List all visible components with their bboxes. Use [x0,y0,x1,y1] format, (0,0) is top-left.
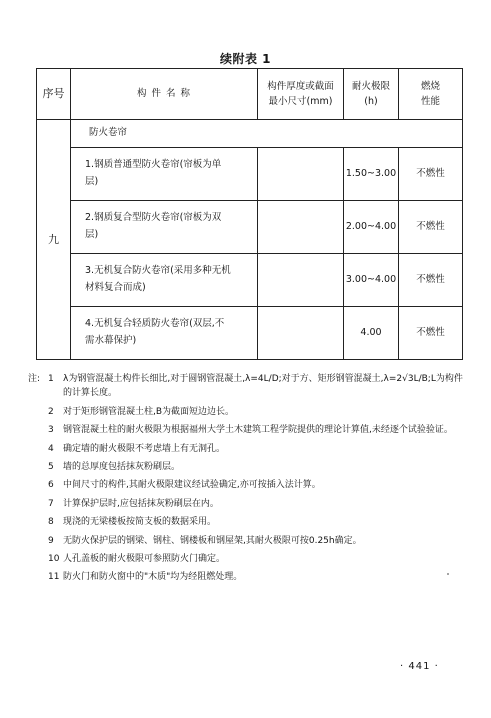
note-text: 对于矩形钢管混凝土柱,B为截面短边边长。 [63,406,235,417]
item-thickness [258,307,344,360]
item-name [71,148,258,201]
note-number: 7 [48,498,54,509]
item-class: 不燃性 [399,148,463,201]
note-text: 钢管混凝土柱的耐火极限为根据福州大学土木建筑工程学院提供的理论计算值,未经逐个试验验证。 [63,425,453,436]
note-text: λ为钢管混凝土构件长细比,对于圆钢管混凝土,λ=4L/D;对于方、矩形钢管混凝土,λ=2√3L/B;L为构件的计算长度。 [63,374,463,399]
item-name-line2: 需水幕保护) [85,335,137,346]
note-number: 1 [48,374,54,384]
note-text: 中间尺寸的构件,其耐火极限建议经试验确定,亦可按插入法计算。 [63,480,321,491]
header-class-line2: 性能 [420,96,440,107]
note-item [28,478,468,492]
item-name [71,307,258,360]
note-item [28,423,468,437]
group-number: 九 [37,120,71,360]
item-thickness [258,254,344,307]
header-class-line1: 燃烧 [420,80,440,92]
header-thickness-line1: 构件厚度或截面 [267,80,334,92]
note-item [28,534,468,548]
scan-speck [447,573,449,575]
table-row [37,201,463,254]
table-row [37,120,463,148]
note-number: 9 [48,535,54,546]
header-seq: 序号 [37,69,71,120]
note-text: 无防火保护层的钢梁、钢柱、钢楼板和钢屋架,其耐火极限可按0.25h确定。 [63,535,362,546]
item-name [71,201,258,254]
note-item [28,570,468,584]
item-name-line1: 3.无机复合防火卷帘(采用多种无机 [85,265,231,277]
note-number: 6 [48,480,54,491]
item-name [71,254,258,307]
note-item [28,442,468,456]
item-name-line1: 2.钢质复合型防火卷帘(帘板为双 [85,212,222,224]
table-header-row [37,69,463,120]
item-class: 不燃性 [399,201,463,254]
note-item [28,515,468,529]
header-thickness-line2: 最小尺寸(mm) [268,96,333,107]
header-class [399,69,463,120]
note-item [28,497,468,511]
item-thickness [258,148,344,201]
item-name-line2: 层) [85,229,99,240]
subheading-cell: 防火卷帘 [71,120,463,148]
item-name-line2: 材料复合而成) [85,282,146,293]
item-limit: 2.00~4.00 [344,201,399,254]
item-limit: 3.00~4.00 [344,254,399,307]
note-text: 防火门和防火窗中的"木质"均为经阻燃处理。 [63,572,243,583]
notes-label: 注: [28,374,41,384]
item-name-line1: 1.钢质普通型防火卷帘(帘板为单 [85,159,222,171]
note-number: 10 [48,553,60,564]
fire-resistance-table [36,68,463,360]
item-limit: 4.00 [344,307,399,360]
item-class: 不燃性 [399,254,463,307]
note-number: 2 [48,406,54,417]
header-limit-line1: 耐火极限 [351,80,390,92]
note-item [28,405,468,419]
note-text: 计算保护层时,应包括抹灰粉刷层在内。 [63,498,219,509]
page-number: · 441 · [400,661,439,672]
note-item [28,372,468,401]
header-limit [344,69,399,120]
note-item [28,552,468,566]
note-text: 现浇的无梁楼板按简支板的数据采用。 [63,517,217,528]
note-text: 墙的总厚度包括抹灰粉刷层。 [63,461,181,472]
note-number: 8 [48,517,54,528]
note-number: 4 [48,443,54,454]
item-limit: 1.50~3.00 [344,148,399,201]
header-name: 构 件 名 称 [71,69,258,120]
table-row [37,307,463,360]
notes-section [28,372,468,589]
item-name-line2: 层) [85,176,99,187]
header-limit-line2: (h) [364,96,378,107]
header-thickness [258,69,344,120]
table-title: 续附表 1 [219,52,272,66]
table-row [37,254,463,307]
item-thickness [258,201,344,254]
table-row [37,148,463,201]
item-name-line1: 4.无机复合轻质防火卷帘(双层,不 [85,318,225,330]
note-text: 人孔盖板的耐火极限可参照防火门确定。 [63,553,226,564]
note-text: 确定墙的耐火极限不考虑墙上有无洞孔。 [63,443,226,454]
note-number: 3 [48,425,54,436]
note-item [28,460,468,474]
note-number: 5 [48,461,54,472]
item-class: 不燃性 [399,307,463,360]
note-number: 11 [48,572,60,583]
